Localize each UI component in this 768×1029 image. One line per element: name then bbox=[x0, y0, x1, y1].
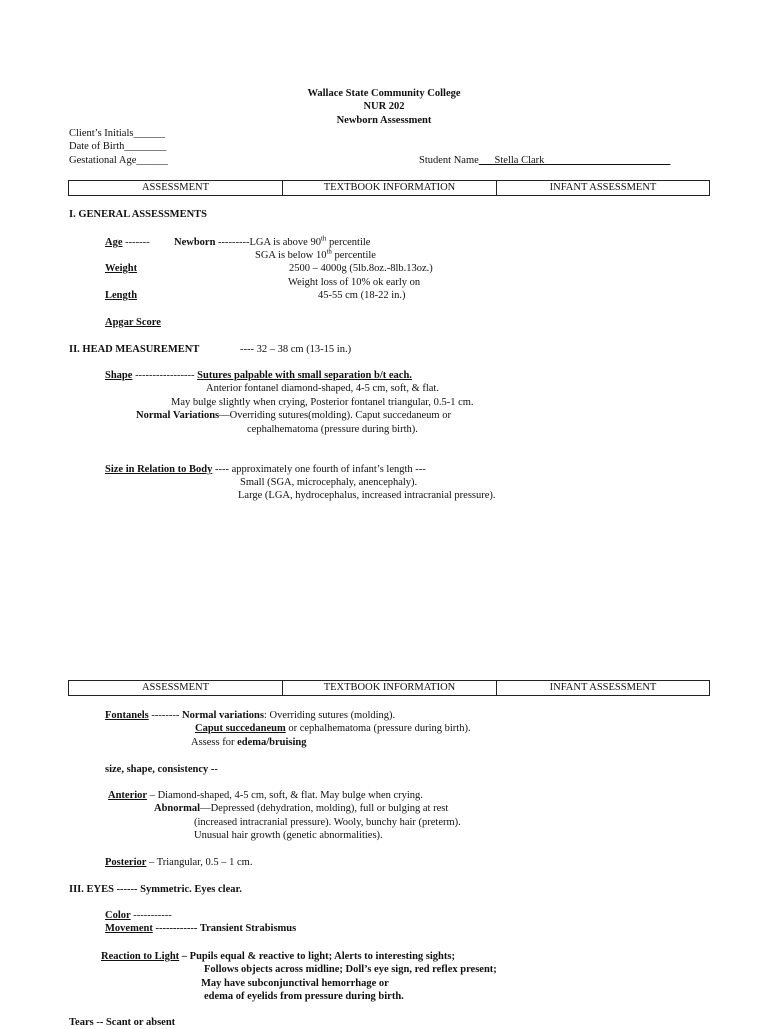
shape-row bbox=[105, 369, 412, 382]
header-textbook-info-2: TEXTBOOK INFORMATION bbox=[283, 681, 497, 695]
college-name: Wallace State Community College bbox=[307, 88, 461, 99]
assess-bold: edema/bruising bbox=[237, 737, 307, 748]
reaction-line-2: Follows objects across midline; Doll’s eye sign, red reflex present; bbox=[204, 964, 497, 975]
student-name-value: ___Stella Clark________________________ bbox=[478, 155, 671, 166]
anterior-label: Anterior bbox=[108, 790, 148, 801]
header-infant-assessment: INFANT ASSESSMENT bbox=[549, 182, 657, 193]
normal-variations-text: —Overriding sutures(molding). Caput succedaneum or bbox=[219, 410, 451, 421]
header-textbook-info: TEXTBOOK INFORMATION bbox=[283, 181, 497, 195]
length-label: Length bbox=[105, 290, 138, 301]
abnormal-line-3: Unusual hair growth (genetic abnormalities). bbox=[194, 830, 383, 841]
weight-label: Weight bbox=[105, 263, 138, 274]
posterior-text: – Triangular, 0.5 – 1 cm. bbox=[146, 857, 253, 868]
shape-dash: ----------------- bbox=[132, 370, 195, 381]
reaction-line-3: May have subconjunctival hemorrhage or bbox=[201, 978, 389, 989]
caput-label: Caput succedaneum bbox=[195, 723, 286, 734]
size-label: Size in Relation to Body bbox=[105, 464, 213, 475]
length-value: 45-55 cm (18-22 in.) bbox=[318, 290, 406, 301]
course-code: NUR 202 bbox=[363, 101, 405, 112]
client-initials-field: Client’s Initials______ bbox=[69, 128, 165, 139]
age-row bbox=[105, 236, 150, 249]
shape-line-2: May bulge slightly when crying, Posterior fontanel triangular, 0.5-1 cm. bbox=[171, 397, 474, 408]
caput-row bbox=[195, 722, 471, 735]
age-label: Age bbox=[105, 237, 123, 248]
table-header-2 bbox=[68, 680, 710, 696]
sga-text-a: SGA is below 10 bbox=[255, 250, 327, 261]
abnormal-line-2: (increased intracranial pressure). Wooly, bunchy hair (preterm). bbox=[194, 817, 461, 828]
normal-variations-label-2: Normal variations bbox=[182, 710, 264, 721]
header-infant-assessment-2: INFANT ASSESSMENT bbox=[549, 682, 657, 693]
normal-variations-label: Normal Variations bbox=[136, 410, 220, 421]
posterior-row bbox=[105, 856, 252, 869]
movement-text: ------------ Transient Strabismus bbox=[152, 923, 297, 934]
lga-text: ---------LGA is above 90 bbox=[215, 237, 321, 248]
posterior-label: Posterior bbox=[105, 857, 147, 868]
sga-sup: th bbox=[326, 247, 332, 256]
age-dash: ------- bbox=[122, 237, 150, 248]
lga-sup: th bbox=[320, 234, 327, 243]
student-name-field bbox=[419, 154, 670, 167]
apgar-label: Apgar Score bbox=[105, 317, 161, 328]
lga-text-b: percentile bbox=[326, 237, 371, 248]
weight-value: 2500 – 4000g (5lb.8oz.-8lb.13oz.) bbox=[289, 263, 433, 274]
color-row bbox=[105, 909, 172, 922]
weight-loss-note: Weight loss of 10% ok early on bbox=[288, 277, 421, 288]
abnormal-label: Abnormal bbox=[154, 803, 201, 814]
section-head-heading: II. HEAD MEASUREMENT bbox=[69, 344, 200, 355]
section-eyes-heading: III. EYES ------ Symmetric. Eyes clear. bbox=[69, 884, 242, 895]
size-row bbox=[105, 463, 426, 476]
reaction-line-4: edema of eyelids from pressure during birth. bbox=[204, 991, 404, 1002]
date-of-birth-field: Date of Birth________ bbox=[69, 141, 167, 152]
gestational-age-field: Gestational Age______ bbox=[69, 155, 168, 166]
assess-text: Assess for bbox=[191, 737, 238, 748]
form-title: Newborn Assessment bbox=[336, 115, 432, 126]
newborn-label: Newborn bbox=[174, 237, 216, 248]
reaction-row bbox=[101, 950, 455, 963]
tears-row: Tears -- Scant or absent bbox=[69, 1017, 176, 1028]
table-header bbox=[68, 180, 710, 196]
fontanels-dash: -------- bbox=[148, 710, 182, 721]
color-dash: ----------- bbox=[130, 910, 172, 921]
newborn-row bbox=[174, 236, 370, 249]
anterior-text: – Diamond-shaped, 4-5 cm, soft, & flat. May bulge when crying. bbox=[147, 790, 423, 801]
header-assessment: ASSESSMENT bbox=[69, 181, 283, 195]
movement-label: Movement bbox=[105, 923, 153, 934]
anterior-row bbox=[108, 789, 423, 802]
movement-row bbox=[105, 922, 296, 935]
header-assessment-2: ASSESSMENT bbox=[69, 681, 283, 695]
reaction-label: Reaction to Light bbox=[101, 951, 180, 962]
caput-text: or cephalhematoma (pressure during birth). bbox=[285, 723, 471, 734]
abnormal-row bbox=[154, 802, 448, 815]
shape-line-4: cephalhematoma (pressure during birth). bbox=[247, 424, 418, 435]
shape-label: Shape bbox=[105, 370, 133, 381]
normal-variations-row bbox=[136, 409, 451, 422]
shape-line-1: Anterior fontanel diamond-shaped, 4-5 cm, soft, & flat. bbox=[206, 383, 439, 394]
fontanels-row bbox=[105, 709, 395, 722]
sga-text bbox=[255, 249, 376, 262]
reaction-text: – Pupils equal & reactive to light; Alerts to interesting sights; bbox=[179, 951, 455, 962]
size-small: Small (SGA, microcephaly, anencephaly). bbox=[240, 477, 418, 488]
student-name-label: Student Name bbox=[419, 155, 479, 166]
abnormal-text: —Depressed (dehydration, molding), full or bulging at rest bbox=[200, 803, 449, 814]
head-range: ---- 32 – 38 cm (13-15 in.) bbox=[240, 344, 352, 355]
sutures-text: Sutures palpable with small separation b/t each. bbox=[197, 370, 412, 381]
color-label: Color bbox=[105, 910, 131, 921]
size-text: ---- approximately one fourth of infant’s length --- bbox=[212, 464, 426, 475]
sga-text-b: percentile bbox=[331, 250, 376, 261]
size-large: Large (LGA, hydrocephalus, increased intracranial pressure). bbox=[238, 490, 496, 501]
fontanels-label: Fontanels bbox=[105, 710, 149, 721]
assess-row bbox=[191, 736, 307, 749]
size-shape-consistency: size, shape, consistency -- bbox=[105, 764, 218, 775]
section-general-heading: I. GENERAL ASSESSMENTS bbox=[69, 209, 208, 220]
normal-variations-text-2: : Overriding sutures (molding). bbox=[263, 710, 396, 721]
